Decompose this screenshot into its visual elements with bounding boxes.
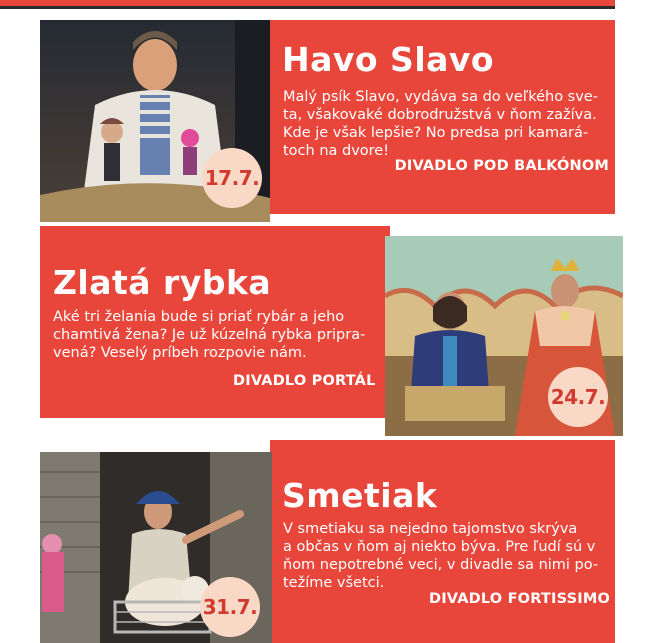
event-title: Smetiak xyxy=(282,476,438,515)
date-badge: 17.7. xyxy=(202,148,262,208)
description-line: težíme všetci. xyxy=(283,575,385,591)
date-badge: 24.7. xyxy=(548,367,608,427)
event-title: Havo Slavo xyxy=(282,40,495,79)
theatre-name: DIVADLO PORTÁL xyxy=(233,373,376,389)
description-line: ta, všakovaké dobrodružstvá v ňom zažíva. xyxy=(283,107,597,123)
description-line: ňom nepotrebné veci, v divadle sa nimi po- xyxy=(283,557,599,573)
description-line: a občas v ňom aj niekto býva. Pre ľudí sú v xyxy=(283,539,596,555)
description-line: V smetiaku sa nejedno tajomstvo skrýva xyxy=(283,521,578,537)
description-line: toch na dvore! xyxy=(283,143,390,159)
description-line: Kde je však lepšie? No predsa pri kamará- xyxy=(283,125,589,141)
description-line: chamtivá žena? Je už kúzelná rybka pripra- xyxy=(53,327,366,343)
event-title: Zlatá rybka xyxy=(53,263,272,302)
description-line: vená? Veselý príbeh rozpovie nám. xyxy=(53,345,307,361)
event-description xyxy=(283,88,598,160)
theatre-name: DIVADLO FORTISSIMO xyxy=(428,591,610,607)
theatre-name: DIVADLO POD BALKÓNOM xyxy=(394,158,609,174)
top-edge-strip xyxy=(0,0,647,16)
description-line: Aké tri želania bude si priať rybár a jeho xyxy=(53,309,345,325)
date-badge: 31.7. xyxy=(200,577,260,637)
event-description xyxy=(53,308,365,362)
event-description xyxy=(283,520,598,592)
description-line: Malý psík Slavo, vydáva sa do veľkého sve- xyxy=(283,89,598,105)
